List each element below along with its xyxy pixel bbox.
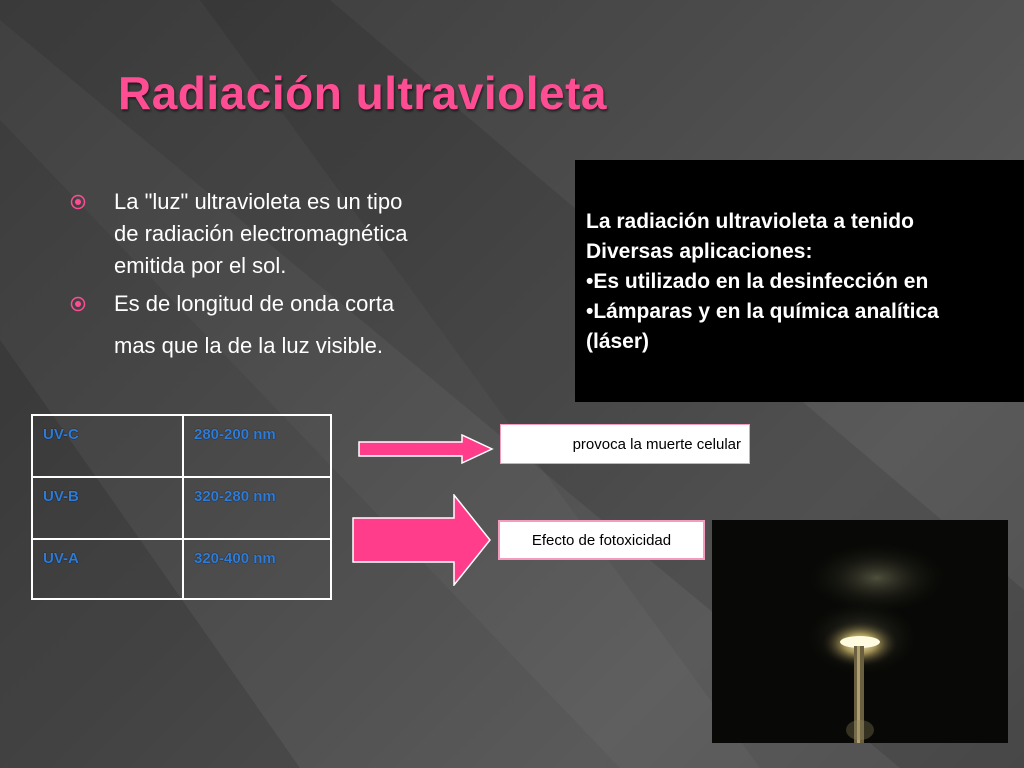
cell-death-label: provoca la muerte celular [500,424,750,464]
uv-type-cell: UV-B [43,488,79,505]
uv-range-cell: 320-280 nm [194,488,276,505]
uv-range-cell: 320-400 nm [194,550,276,567]
bullet-item [70,288,500,362]
uv-range-cell: 280-200 nm [194,426,276,443]
applications-box [575,160,1024,402]
table-row [33,478,330,538]
circle-bullet-icon [70,194,86,210]
arrow-right-icon [358,434,494,464]
applications-line: •Es utilizado en la desinfección en [586,270,929,293]
applications-line: Diversas aplicaciones: [586,240,813,263]
uv-table [31,414,332,600]
bullet-item [70,186,500,282]
uv-type-cell: UV-A [43,550,79,567]
applications-text [586,207,939,357]
applications-line: La radiación ultravioleta a tenido [586,210,914,233]
bullet-line: de radiación electromagnética [114,221,408,246]
circle-bullet-icon [70,296,86,312]
lamp-image [712,520,1008,743]
phototoxicity-label: Efecto de fotoxicidad [498,520,705,560]
bullet-list [70,186,500,368]
table-row [33,416,330,476]
bullet-line: mas que la de la luz visible. [114,333,384,358]
applications-line: (láser) [586,330,650,353]
bullet-line: emitida por el sol. [114,253,287,278]
bullet-line: La "luz" ultravioleta es un tipo [114,189,403,214]
bullet-line: Es de longitud de onda corta [114,291,395,316]
applications-line: •Lámparas y en la química analítica [586,300,939,323]
table-row [33,540,330,600]
arrow-right-icon [352,494,492,586]
uv-lamp-photo [712,520,1008,743]
uv-type-cell: UV-C [43,426,79,443]
slide-title: Radiación ultravioleta [118,67,608,119]
